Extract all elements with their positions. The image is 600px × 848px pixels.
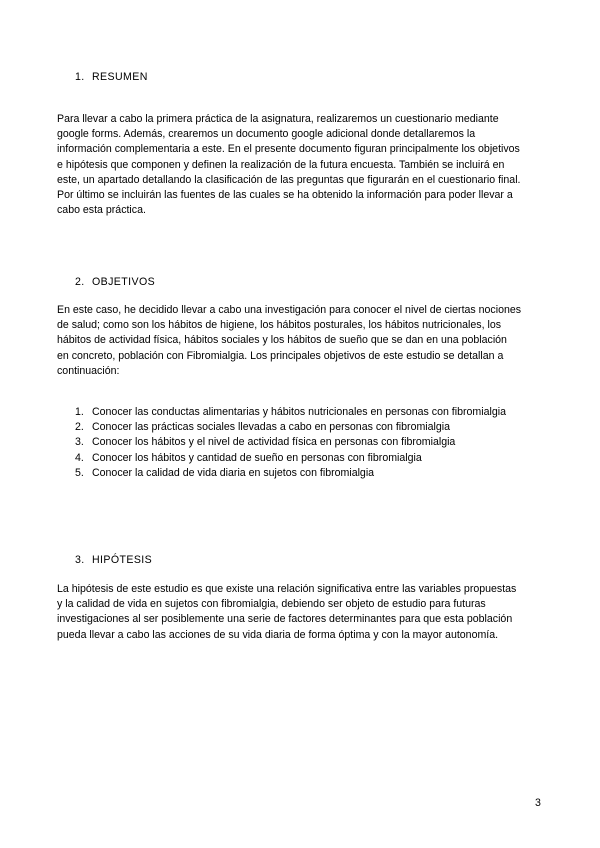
- paragraph-line: de salud; como son los hábitos de higiene, los hábitos posturales, los hábitos nutricionales, los: [57, 319, 502, 332]
- paragraph-line: cabo esta práctica.: [57, 204, 146, 217]
- list-item-text: Conocer las conductas alimentarias y hábitos nutricionales en personas con fibromialgia: [92, 406, 506, 418]
- list-item: [75, 405, 506, 420]
- section-heading-hipotesis: [75, 553, 152, 568]
- paragraph-line: continuación:: [57, 364, 120, 377]
- paragraph-line: Por último se incluirán las fuentes de las cuales se ha obtenido la información para poder llevar a: [57, 189, 513, 202]
- list-item-number: 1.: [75, 406, 84, 418]
- page-number: 3: [535, 797, 541, 809]
- paragraph-line: información complementaria a este. En el presente documento figuran principalmente los objetivos: [57, 143, 520, 156]
- list-item-number: 2.: [75, 421, 84, 434]
- paragraph-line: investigaciones al ser posiblemente una serie de factores determinantes para que esta población: [57, 613, 513, 626]
- paragraph-line: en concreto, población con Fibromialgia. Los principales objetivos de este estudio se detallan a: [57, 349, 504, 362]
- paragraph-line: hábitos de actividad física, hábitos sociales y los hábitos de sueño que se dan en una población: [57, 334, 507, 347]
- paragraph-line: En este caso, he decidido llevar a cabo una investigación para conocer el nivel de ciertas nociones: [57, 304, 522, 316]
- section-title: RESUMEN: [92, 71, 148, 83]
- list-item-number: 3.: [75, 436, 84, 449]
- paragraph-line: La hipótesis de este estudio es que existe una relación significativa entre las variables propuestas: [57, 583, 517, 595]
- section-heading-resumen: [75, 70, 148, 85]
- list-item-text: Conocer las prácticas sociales llevadas a cabo en personas con fibromialgia: [92, 421, 451, 434]
- section-title: OBJETIVOS: [92, 276, 156, 288]
- list-item-number: 5.: [75, 466, 84, 479]
- objetivos-paragraph: [57, 303, 545, 379]
- list-item: [75, 451, 506, 466]
- section-number: 1.: [75, 71, 85, 83]
- paragraph-line: google forms. Además, crearemos un documento google adicional donde detallaremos la: [57, 128, 476, 141]
- section-number: 3.: [75, 554, 85, 566]
- paragraph-line: Para llevar a cabo la primera práctica de la asignatura, realizaremos un cuestionario mediante: [57, 113, 499, 125]
- objetivos-list: [75, 405, 506, 481]
- list-item-text: Conocer la calidad de vida diaria en sujetos con fibromialgia: [92, 466, 375, 479]
- section-title: HIPÓTESIS: [92, 554, 153, 566]
- paragraph-line: y la calidad de vida en sujetos con fibromialgia, debiendo ser objeto de estudio para futuras: [57, 598, 486, 611]
- section-heading-objetivos: [75, 275, 155, 290]
- list-item: [75, 435, 506, 450]
- list-item-number: 4.: [75, 451, 84, 464]
- section-number: 2.: [75, 276, 85, 288]
- hipotesis-paragraph: [57, 582, 545, 643]
- paragraph-line: este, un apartado detallando la clasificación de las preguntas que figurarán en el cuestionario final.: [57, 173, 521, 186]
- list-item: [75, 420, 506, 435]
- list-item: [75, 466, 506, 481]
- list-item-text: Conocer los hábitos y cantidad de sueño en personas con fibromialgia: [92, 451, 422, 464]
- paragraph-line: pueda llevar a cabo las acciones de su vida diaria de forma óptima y con la mayor autonomía.: [57, 628, 499, 641]
- paragraph-line: e hipótesis que componen y definen la realización de la futura encuesta. También se incluirá en: [57, 158, 505, 171]
- resumen-paragraph: [57, 112, 545, 218]
- list-item-text: Conocer los hábitos y el nivel de actividad física en personas con fibromialgia: [92, 436, 456, 449]
